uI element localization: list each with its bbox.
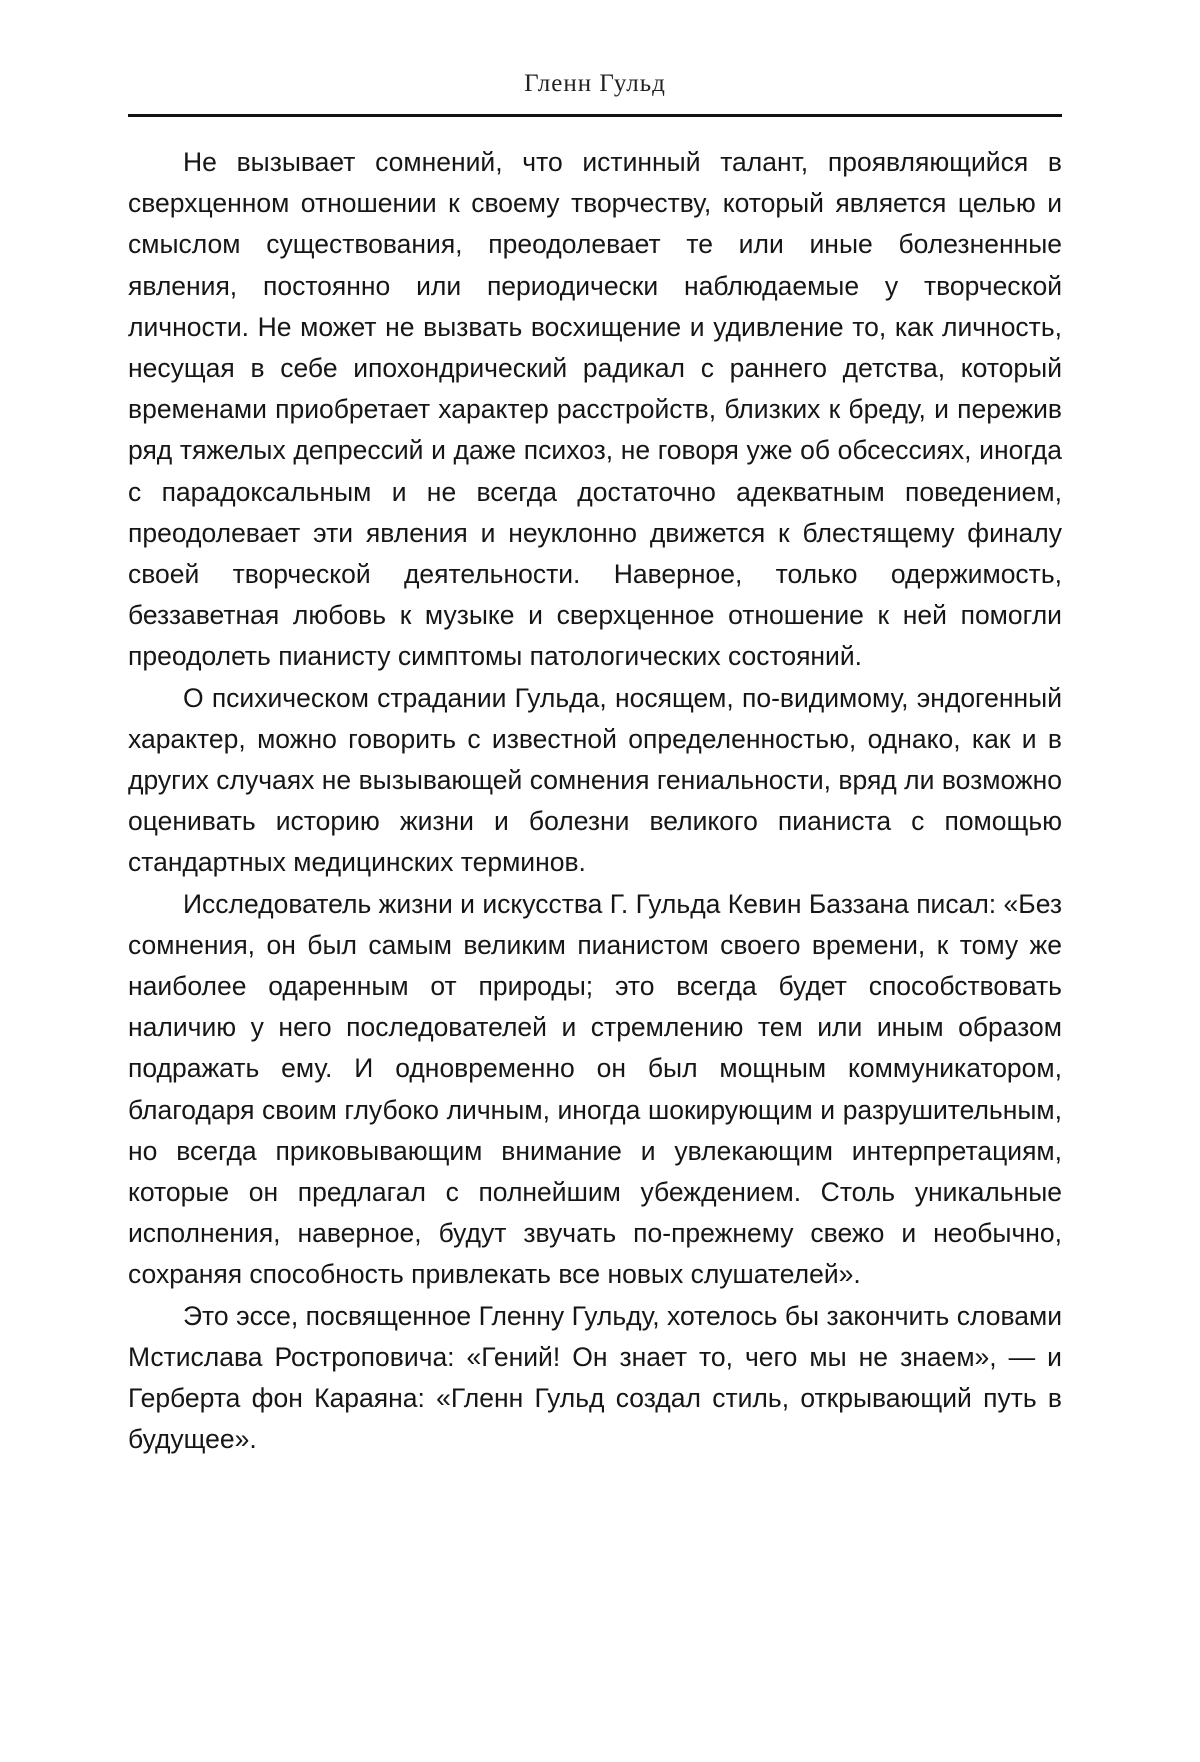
paragraph: О психическом страдании Гульда, носящем, по-видимому, эндогенный характер, можно говорить с известной определенностью, однако, как и в других случаях не вызывающей сомнения гениальности, вряд ли возможно оценивать историю жизни и болезни великого пианиста с помощью стандартных медицинских терминов. — [128, 682, 1062, 878]
paragraph: Исследователь жизни и искусства Г. Гульда Кевин Баззана писал: «Без сомнения, он был самым великим пианистом своего времени, к тому же наиболее одаренным от природы; это всегда будет способствовать наличию у него последователей и стремлению тем или иным образом подражать ему. И одновременно он был мощным коммуникатором, благодаря своим глубоко личным, иногда шокирующим и разрушительным, но всегда приковывающим внимание и увлекающим интерпретациям, которые он предлагал с полнейшим убеждением. Столь уникальные исполнения, наверное, будут звучать по-прежнему свежо и необычно, сохраняя способность привлекать все новых слушателей». — [128, 888, 1062, 1290]
paragraph: Это эссе, посвященное Гленну Гульду, хотелось бы закончить словами Мстислава Ростроповича: «Гений! Он знает то, чего мы не знаем», — и Герберта фон Караяна: «Гленн Гульд создал стиль, открывающий путь в будущее». — [128, 1300, 1062, 1455]
header-rule — [128, 114, 1062, 117]
paragraph: Не вызывает сомнений, что истинный талант, проявляющийся в сверхценном отношении к своему творчеству, который является целью и смыслом существования, преодолевает те или иные болезненные явления, постоянно или периодически наблюдаемые у творческой личности. Не может не вызвать восхищение и удивление то, как личность, несущая в себе ипохондрический радикал с раннего детства, который временами приобретает характер расстройств, близких к бреду, и пережив ряд тяжелых депрессий и даже психоз, не говоря уже об обсессиях, иногда с парадоксальным и не всегда достаточно адекватным поведением, преодолевает эти явления и неуклонно движется к блестящему финалу своей творческой деятельности. Наверное, только одержимость, беззаветная любовь к музыке и сверхценное отношение к ней помогли преодолеть пианисту симптомы патологических состояний. — [128, 147, 1062, 672]
running-title: Гленн Гульд — [524, 70, 666, 97]
body-text — [128, 142, 1062, 1461]
